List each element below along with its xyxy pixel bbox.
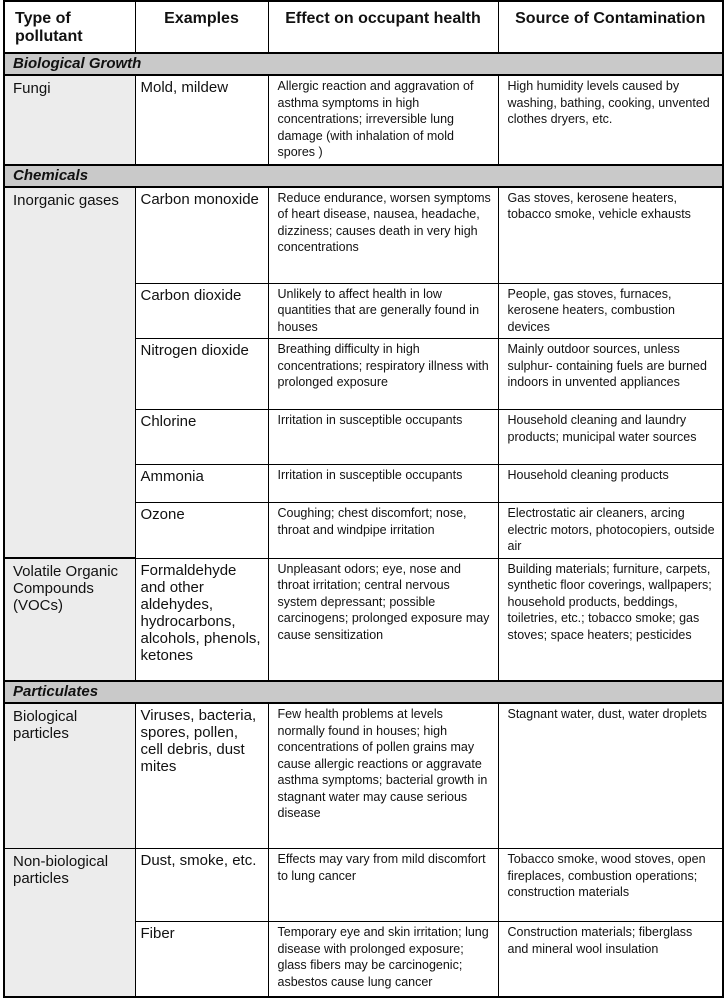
pollutant-type: Biological particles [4,703,135,849]
section-row-chemicals [4,165,723,187]
pollutant-type: Volatile Organic Compounds (VOCs) [4,558,135,681]
header-source: Source of Contamination [498,1,723,53]
effect-cell: Temporary eye and skin irritation; lung disease with prolonged exposure; glass fibers may be carcinogenic; asbestos cause lung cancer [268,922,498,998]
pollutant-type: Fungi [4,75,135,165]
source-cell: Building materials; furniture, carpets, synthetic floor coverings, wallpapers; household products, beddings, toiletries, etc.; tobacco smoke; gas stoves; space heaters; pesticides [498,558,723,681]
source-cell: Mainly outdoor sources, unless sulphur- containing fuels are burned indoors in unvented appliances [498,339,723,410]
section-title: Biological Growth [4,53,723,75]
source-cell: Tobacco smoke, wood stoves, open fireplaces, combustion operations; construction materials [498,849,723,922]
table-row [4,75,723,165]
table-row [4,187,723,284]
header-type: Type of pollutant [4,1,135,53]
effect-cell: Few health problems at levels normally found in houses; high concentrations of pollen grains may cause allergic reactions or aggravate asthma symptoms; bacterial growth in stagnant water may cause serious disease [268,703,498,849]
source-cell: Stagnant water, dust, water droplets [498,703,723,849]
example-cell: Fiber [135,922,268,998]
example-cell: Formaldehyde and other aldehydes, hydrocarbons, alcohols, phenols, ketones [135,558,268,681]
section-title: Particulates [4,681,723,703]
header-examples: Examples [135,1,268,53]
effect-cell: Coughing; chest discomfort; nose, throat and windpipe irritation [268,503,498,559]
effect-cell: Breathing difficulty in high concentrations; respiratory illness with prolonged exposure [268,339,498,410]
example-cell: Dust, smoke, etc. [135,849,268,922]
example-cell: Ozone [135,503,268,559]
source-cell: Household cleaning products [498,465,723,503]
source-cell: Electrostatic air cleaners, arcing electric motors, photocopiers, outside air [498,503,723,559]
example-cell: Carbon monoxide [135,187,268,284]
source-cell: High humidity levels caused by washing, bathing, cooking, unvented clothes dryers, etc. [498,75,723,165]
table-row [4,849,723,922]
effect-cell: Irritation in susceptible occupants [268,410,498,465]
header-effect: Effect on occupant health [268,1,498,53]
effect-cell: Allergic reaction and aggravation of asthma symptoms in high concentrations; irreversible lung damage (with inhalation of mold spores ) [268,75,498,165]
effect-cell: Unlikely to affect health in low quantities that are generally found in houses [268,283,498,339]
section-row-particulates [4,681,723,703]
example-cell: Viruses, bacteria, spores, pollen, cell debris, dust mites [135,703,268,849]
header-row [4,1,723,53]
table-row [4,703,723,849]
example-cell: Carbon dioxide [135,283,268,339]
example-cell: Ammonia [135,465,268,503]
pollutant-table [3,0,724,998]
example-cell: Mold, mildew [135,75,268,165]
effect-cell: Unpleasant odors; eye, nose and throat irritation; central nervous system depressant; possible carcinogens; prolonged exposure may cause sensitization [268,558,498,681]
source-cell: Household cleaning and laundry products; municipal water sources [498,410,723,465]
section-title: Chemicals [4,165,723,187]
section-row-biological-growth [4,53,723,75]
pollutant-type: Non-biological particles [4,849,135,998]
example-cell: Chlorine [135,410,268,465]
effect-cell: Effects may vary from mild discomfort to lung cancer [268,849,498,922]
source-cell: People, gas stoves, furnaces, kerosene heaters, combustion devices [498,283,723,339]
pollutant-type: Inorganic gases [4,187,135,559]
effect-cell: Reduce endurance, worsen symptoms of heart disease, nausea, headache, dizziness; causes death in very high concentrations [268,187,498,284]
example-cell: Nitrogen dioxide [135,339,268,410]
source-cell: Construction materials; fiberglass and mineral wool insulation [498,922,723,998]
source-cell: Gas stoves, kerosene heaters, tobacco smoke, vehicle exhausts [498,187,723,284]
table-row [4,558,723,681]
effect-cell: Irritation in susceptible occupants [268,465,498,503]
